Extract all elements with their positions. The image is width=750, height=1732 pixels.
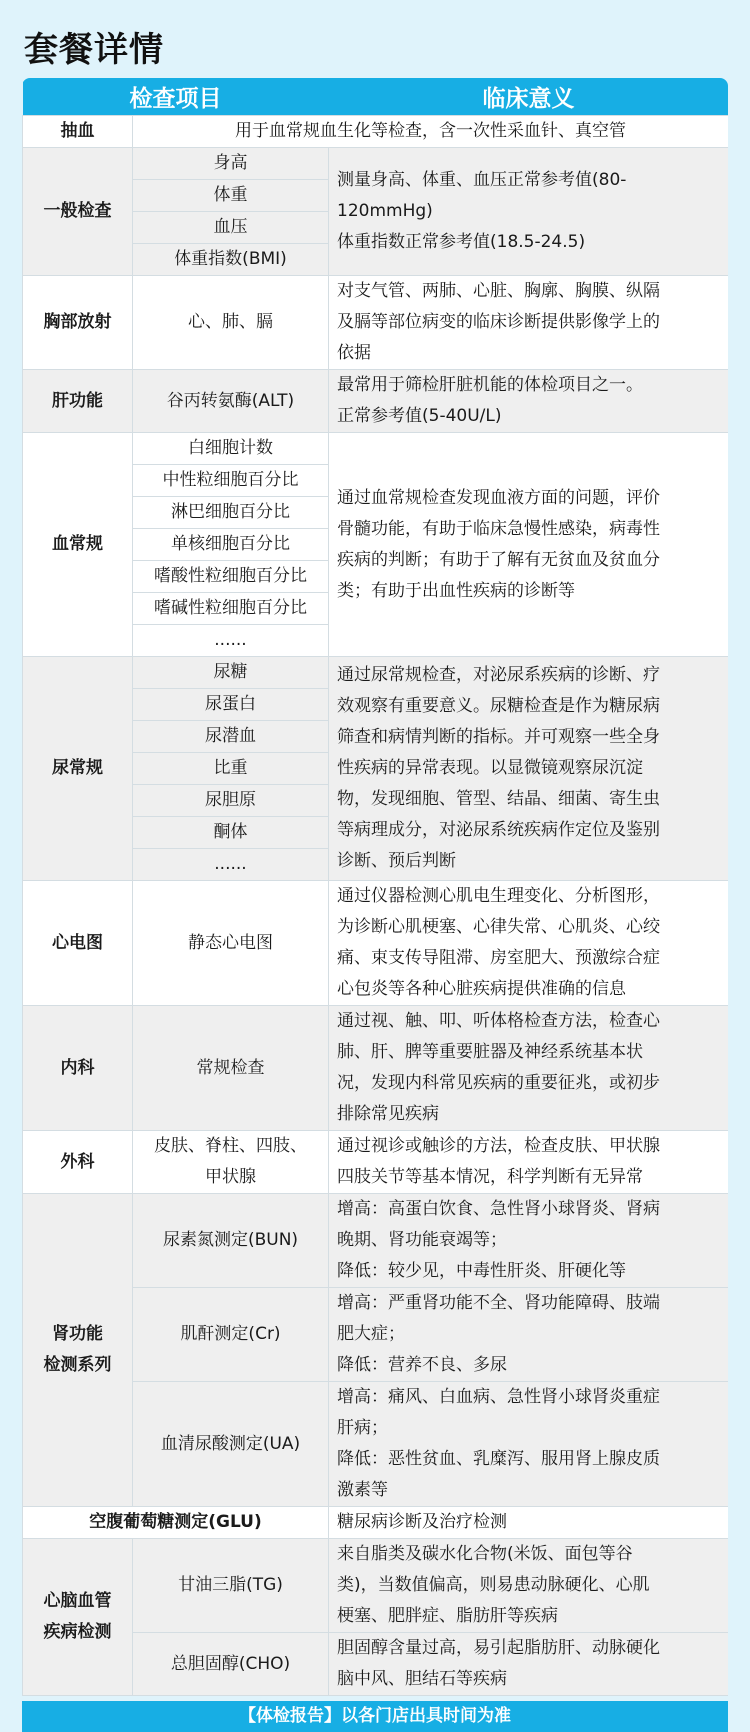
category-cell: 胸部放射 xyxy=(23,276,133,370)
meaning-line: 通过尿常规检查，对泌尿系疾病的诊断、疗 xyxy=(337,665,660,685)
meaning-line: 肝病； xyxy=(337,1418,388,1438)
meaning-line: 通过仪器检测心肌电生理变化、分析图形， xyxy=(337,886,660,906)
meaning-line: 疾病的判断；有助于了解有无贫血及贫血分 xyxy=(337,549,660,570)
meaning-line: 增高：高蛋白饮食、急性肾小球肾炎、肾病 xyxy=(337,1199,660,1219)
meaning-line: 体重指数正常参考值(18.5-24.5) xyxy=(337,232,586,252)
item-cell: 谷丙转氨酶(ALT) xyxy=(133,370,329,433)
item-cell: ...... xyxy=(133,625,329,657)
meaning-line: 来自脂类及碳水化合物(米饭、面包等谷 xyxy=(337,1544,633,1564)
meaning-line: 通过血常规检查发现血液方面的问题，评价 xyxy=(337,487,660,508)
meaning-line: 骨髓功能，有助于临床急慢性感染，病毒性 xyxy=(337,518,660,539)
meaning-cell xyxy=(329,657,729,881)
item-cell: 嗜酸性粒细胞百分比 xyxy=(133,561,329,593)
meaning-line: 正常参考值(5-40U/L) xyxy=(337,406,502,426)
item-cell: 中性粒细胞百分比 xyxy=(133,465,329,497)
category-cell: 一般检查 xyxy=(23,148,133,276)
meaning-line: 效观察有重要意义。尿糖检查是作为糖尿病 xyxy=(337,696,660,716)
footer-note: 【体检报告】以各门店出具时间为准 xyxy=(22,1701,728,1732)
category-line: 疾病检测 xyxy=(43,1622,112,1642)
table-row xyxy=(23,1194,729,1288)
category-cell: 空腹葡萄糖测定(GLU) xyxy=(23,1507,329,1539)
meaning-line: 况，发现内科常见疾病的重要征兆，或初步 xyxy=(337,1073,660,1093)
item-line: 皮肤、脊柱、四肢、 xyxy=(154,1136,307,1156)
item-cell: 甘油三脂(TG) xyxy=(133,1539,329,1633)
meaning-line: 通过视、触、叩、听体格检查方法，检查心 xyxy=(337,1011,660,1031)
meaning-line: 通过视诊或触诊的方法，检查皮肤、甲状腺 xyxy=(337,1136,660,1156)
meaning-line: 痛、束支传导阻滞、房室肥大、预激综合症 xyxy=(337,948,660,968)
category-cell: 肝功能 xyxy=(23,370,133,433)
meaning-line: 增高：严重肾功能不全、肾功能障碍、肢端 xyxy=(337,1293,660,1313)
item-cell: 常规检查 xyxy=(133,1006,329,1131)
item-cell: 尿糖 xyxy=(133,657,329,689)
item-cell: 总胆固醇(CHO) xyxy=(133,1633,329,1696)
package-table xyxy=(22,78,728,1696)
table-row xyxy=(23,276,729,370)
header-clinical-meaning: 临床意义 xyxy=(329,78,729,116)
item-cell: 尿潜血 xyxy=(133,721,329,753)
item-cell: 静态心电图 xyxy=(133,881,329,1006)
meaning-line: 肺、肝、脾等重要脏器及神经系统基本状 xyxy=(337,1042,643,1062)
table-row xyxy=(23,1507,729,1539)
meaning-cell xyxy=(329,1288,729,1382)
item-line: 甲状腺 xyxy=(205,1167,256,1187)
category-line: 心脑血管 xyxy=(43,1591,112,1611)
item-cell: 血清尿酸测定(UA) xyxy=(133,1382,329,1507)
item-cell: 体重 xyxy=(133,180,329,212)
item-cell: 肌酐测定(Cr) xyxy=(133,1288,329,1382)
meaning-line: 胆固醇含量过高，易引起脂肪肝、动脉硬化 xyxy=(337,1638,660,1658)
category-cell xyxy=(23,1194,133,1507)
meaning-line: 脑中风、胆结石等疾病 xyxy=(337,1669,507,1689)
item-cell: 白细胞计数 xyxy=(133,433,329,465)
meaning-cell xyxy=(329,1194,729,1288)
meaning-line: 及膈等部位病变的临床诊断提供影像学上的 xyxy=(337,312,660,332)
item-cell: 淋巴细胞百分比 xyxy=(133,497,329,529)
category-cell: 尿常规 xyxy=(23,657,133,881)
page-title: 套餐详情 xyxy=(24,30,164,70)
meaning-cell xyxy=(329,1539,729,1633)
item-cell: 酮体 xyxy=(133,817,329,849)
item-cell: 尿素氮测定(BUN) xyxy=(133,1194,329,1288)
meaning-line: 类；有助于出血性疾病的诊断等 xyxy=(337,580,575,601)
item-cell: 心、肺、膈 xyxy=(133,276,329,370)
meaning-cell xyxy=(329,433,729,657)
category-line: 肾功能 xyxy=(52,1324,103,1344)
item-cell: 身高 xyxy=(133,148,329,180)
meaning-cell xyxy=(329,1131,729,1194)
meaning-line: 物，发现细胞、管型、结晶、细菌、寄生虫 xyxy=(337,789,660,809)
meaning-line: 晚期、肾功能衰竭等； xyxy=(337,1230,507,1250)
meaning-line: 性疾病的异常表现。以显微镜观察尿沉淀 xyxy=(337,758,643,778)
meaning-cell xyxy=(329,1006,729,1131)
table-row xyxy=(23,433,729,465)
meaning-line: 增高：痛风、白血病、急性肾小球肾炎重症 xyxy=(337,1387,660,1407)
meaning-line: 120mmHg) xyxy=(337,201,433,221)
meaning-line: 依据 xyxy=(337,343,371,363)
meaning-cell xyxy=(329,148,729,276)
category-cell: 抽血 xyxy=(23,116,133,148)
meaning-line: 降低：营养不良、多尿 xyxy=(337,1355,507,1375)
meaning-line: 对支气管、两肺、心脏、胸廓、胸膜、纵隔 xyxy=(337,281,660,301)
item-cell: 嗜碱性粒细胞百分比 xyxy=(133,593,329,625)
item-cell: 体重指数(BMI) xyxy=(133,244,329,276)
meaning-cell: 糖尿病诊断及治疗检测 xyxy=(329,1507,729,1539)
meaning-line: 降低：恶性贫血、乳糜泻、服用肾上腺皮质 xyxy=(337,1449,660,1469)
category-cell: 内科 xyxy=(23,1006,133,1131)
category-line: 检测系列 xyxy=(43,1355,112,1375)
meaning-line: 激素等 xyxy=(337,1480,388,1500)
meaning-cell: 用于血常规血生化等检查，含一次性采血针、真空管 xyxy=(133,116,729,148)
meaning-line: 排除常见疾病 xyxy=(337,1104,439,1124)
meaning-cell xyxy=(329,881,729,1006)
meaning-cell xyxy=(329,276,729,370)
meaning-line: 类)，当数值偏高，则易患动脉硬化、心肌 xyxy=(337,1575,650,1595)
item-cell xyxy=(133,1131,329,1194)
table-row xyxy=(23,370,729,433)
meaning-line: 肥大症； xyxy=(337,1324,405,1344)
category-cell: 心电图 xyxy=(23,881,133,1006)
table-row xyxy=(23,1539,729,1633)
category-cell: 血常规 xyxy=(23,433,133,657)
item-cell: 比重 xyxy=(133,753,329,785)
package-table-wrapper xyxy=(22,78,728,1696)
header-check-item: 检查项目 xyxy=(23,78,329,116)
meaning-line: 筛查和病情判断的指标。并可观察一些全身 xyxy=(337,727,660,747)
table-row xyxy=(23,1006,729,1131)
meaning-line: 降低：较少见，中毒性肝炎、肝硬化等 xyxy=(337,1261,626,1281)
item-cell: ...... xyxy=(133,849,329,881)
meaning-line: 心包炎等各种心脏疾病提供准确的信息 xyxy=(337,979,626,999)
meaning-line: 梗塞、肥胖症、脂肪肝等疾病 xyxy=(337,1606,558,1626)
meaning-cell xyxy=(329,1382,729,1507)
item-cell: 单核细胞百分比 xyxy=(133,529,329,561)
meaning-line: 四肢关节等基本情况，科学判断有无异常 xyxy=(337,1167,643,1187)
meaning-line: 诊断、预后判断 xyxy=(337,851,456,871)
category-cell: 外科 xyxy=(23,1131,133,1194)
table-row xyxy=(23,116,729,148)
item-cell: 尿胆原 xyxy=(133,785,329,817)
meaning-line: 最常用于筛检肝脏机能的体检项目之一。 xyxy=(337,375,643,395)
table-row xyxy=(23,881,729,1006)
table-header-row xyxy=(23,78,729,116)
meaning-cell xyxy=(329,370,729,433)
meaning-line: 为诊断心肌梗塞、心律失常、心肌炎、心绞 xyxy=(337,917,660,937)
table-row xyxy=(23,148,729,180)
item-cell: 血压 xyxy=(133,212,329,244)
item-cell: 尿蛋白 xyxy=(133,689,329,721)
table-row xyxy=(23,1131,729,1194)
meaning-cell xyxy=(329,1633,729,1696)
table-row xyxy=(23,657,729,689)
meaning-line: 等病理成分，对泌尿系统疾病作定位及鉴别 xyxy=(337,820,660,840)
meaning-line: 测量身高、体重、血压正常参考值(80- xyxy=(337,170,627,190)
category-cell xyxy=(23,1539,133,1696)
